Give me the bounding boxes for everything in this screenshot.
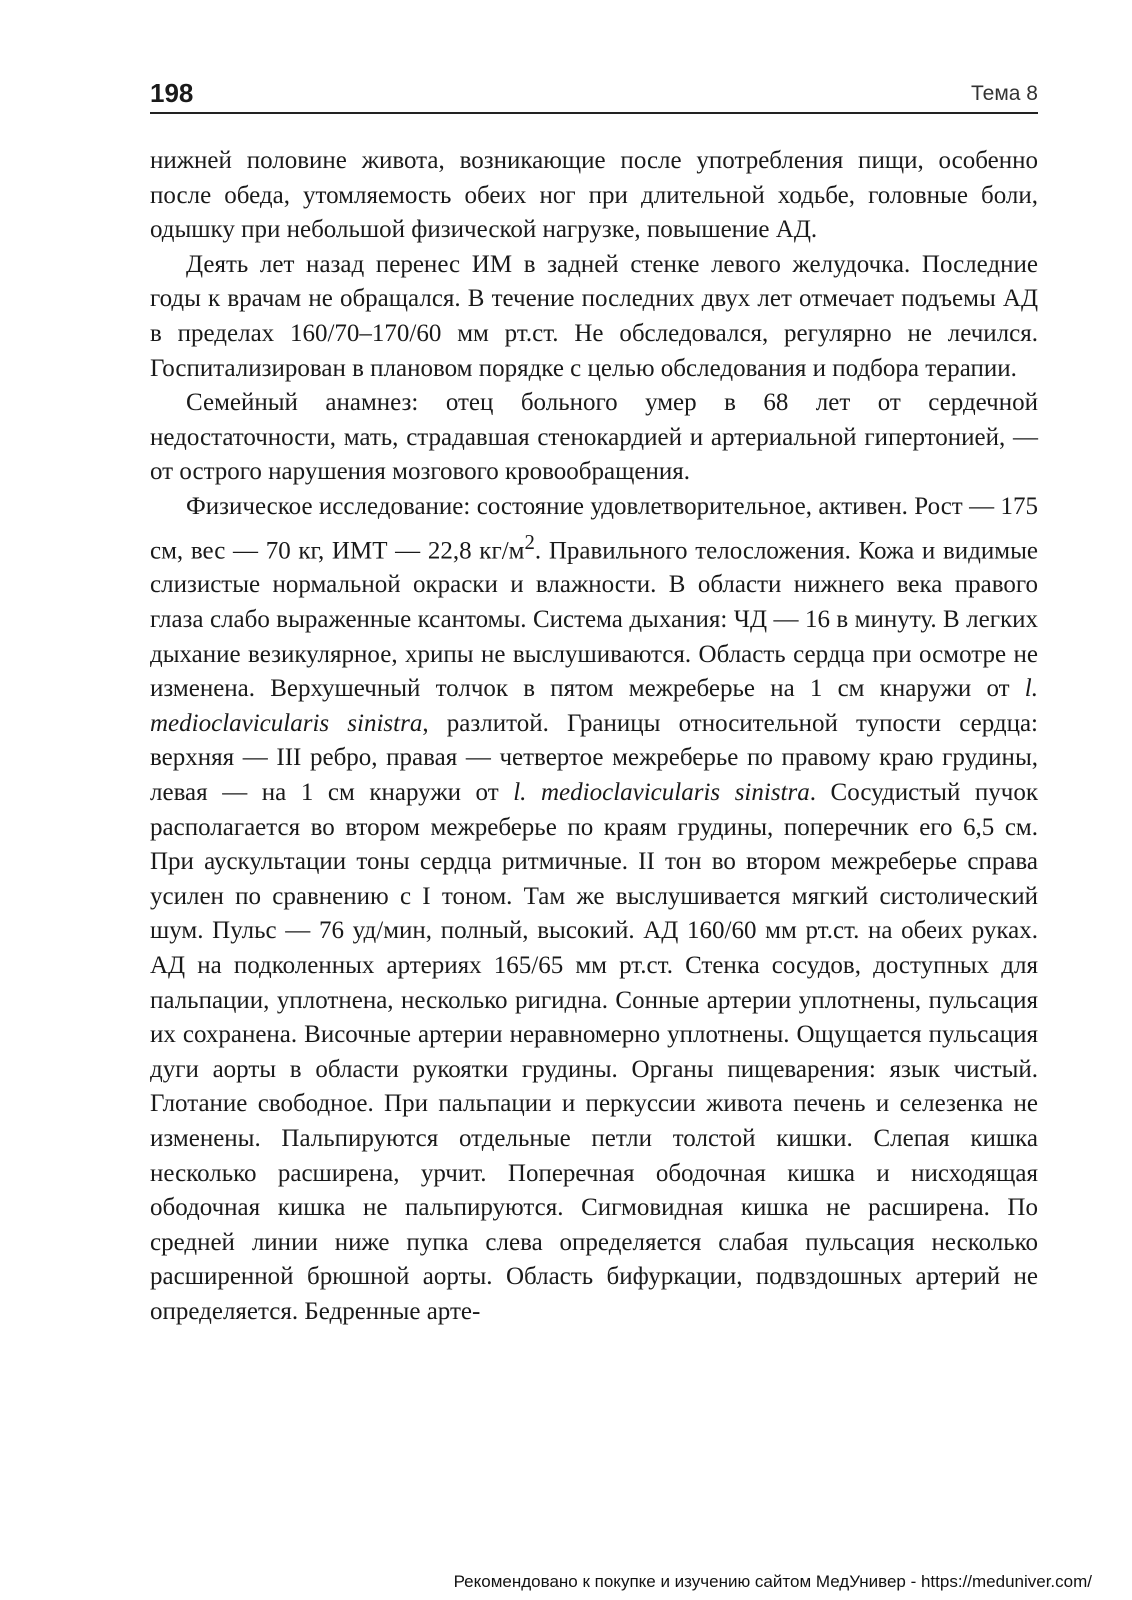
exam-text-1: Физическое исследование: состояние удовлетворительное, активен. Рост — 175 см, вес — 70 кг, ИМТ — 22,8 кг/м	[150, 492, 1038, 564]
exam-italic-term-2: l. medioclavicularis sinistra	[513, 779, 810, 807]
exam-text-2: . Правильного телосложения. Кожа и видимые слизистые нормальной окраски и влажности. В области нижнего века правого глаза слабо выраженные ксантомы. Система дыхания: ЧД — 16 в минуту. В легких дыхание везикулярное, хрипы не выслушиваются. Область сердца при осмотре не изменена. Верхушечный толчок в пятом межреберье на 1 см кнаружи от	[150, 536, 1038, 703]
paragraph-history: Деять лет назад перенес ИМ в задней стенке левого желудочка. Последние годы к врачам не обращался. В течение последних двух лет отмечает подъемы АД в пределах 160/70–170/60 мм рт.ст. Не обследовался, регулярно не лечился. Госпитализирован в плановом порядке с целью обследования и подбора терапии.	[150, 250, 1038, 382]
page-header	[150, 78, 1038, 114]
exam-text-4: . Сосудистый пучок располагается во втором межреберье по краям грудины, поперечник его 6,5 см. При аускультации тоны сердца ритмичные. II тон во втором межреберье справа усилен по сравнению с I тоном. Там же выслушивается мягкий систолический шум. Пульс — 76 уд/мин, полный, высокий. АД 160/60 мм рт.ст. на обеих руках. АД на подколенных артериях 165/65 мм рт.ст. Стенка сосудов, доступных для пальпации, уплотнена, несколько ригидна. Сонные артерии уплотнены, пульсация их сохранена. Височные артерии неравномерно уплотнены. Ощущается пульсация дуги аорты в области рукоятки грудины. Органы пищеварения: язык чистый. Глотание свободное. При пальпации и перкуссии живота печень и селезенка не изменены. Пальпируются отдельные петли толстой кишки. Слепая кишка несколько расширена, урчит. Поперечная ободочная кишка и нисходящая ободочная кишка не пальпируются. Сигмовидная кишка не расширена. По средней линии ниже пупка слева определяется слабая пульсация несколько расширенной брюшной аорты. Область бифуркации, подвздошных артерий не определяется. Бедренные арте-	[150, 779, 1038, 1325]
paragraph-physical-exam	[150, 490, 1038, 1330]
page-number: 198	[150, 78, 194, 108]
footer-note: Рекомендовано к покупке и изучению сайтом МедУнивер - https://meduniver.com/	[453, 1572, 1092, 1591]
exam-superscript: 2	[524, 529, 535, 554]
paragraph-family-history: Семейный анамнез: отец больного умер в 68 лет от сердечной недостаточности, мать, страдавшая стенокардией и артериальной гипертонией, — от острого нарушения мозгового кровообращения.	[150, 389, 1038, 486]
exam-text-3: , разлитой. Границы относительной тупости сердца: верхняя — III ребро, правая — четвертое межреберье по правому краю грудины, левая — на 1 см кнаружи от	[150, 709, 1038, 807]
running-title: Тема 8	[971, 82, 1038, 105]
paragraph-symptoms: нижней половине живота, возникающие после употребления пищи, особенно после обеда, утомляемость обеих ног при длительной ходьбе, головные боли, одышку при небольшой физической нагрузке, повышение АД.	[150, 147, 1038, 244]
body-text	[150, 144, 1038, 1330]
exam-italic-term-1: l. medioclavicularis sinistra	[150, 675, 1038, 737]
